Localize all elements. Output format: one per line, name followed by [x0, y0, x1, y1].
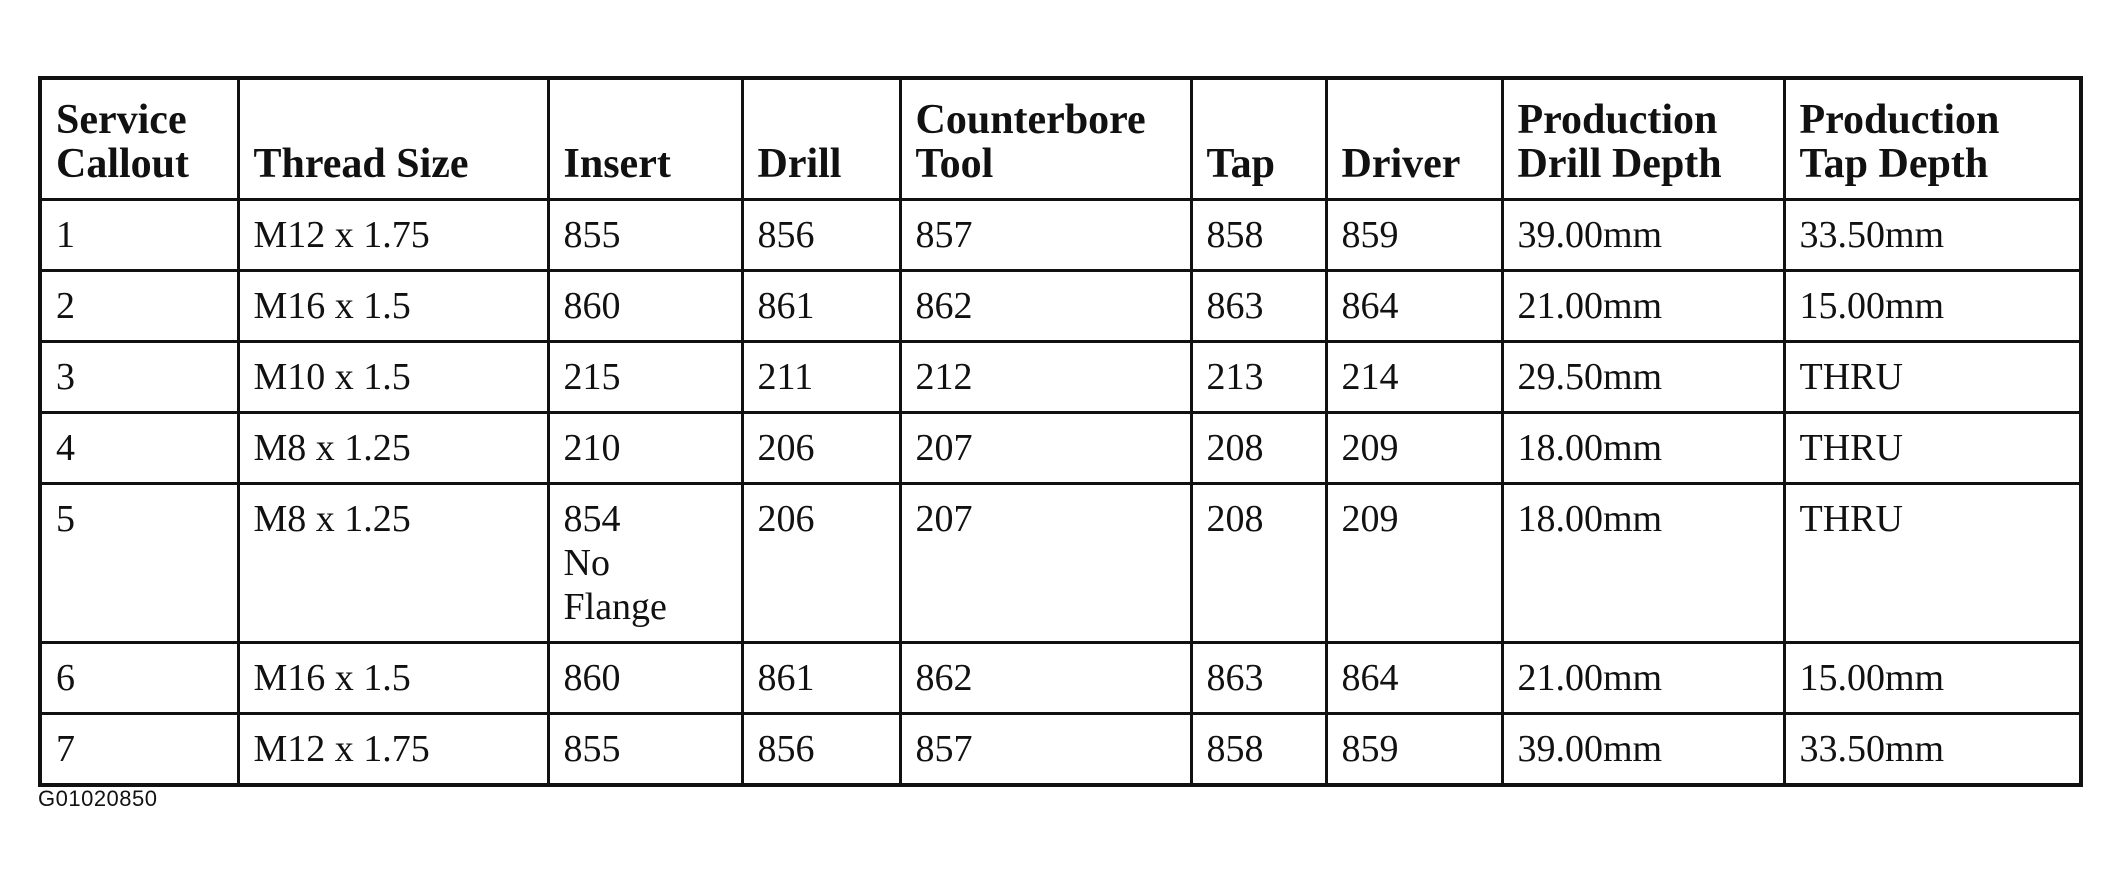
- cell-tap: 858: [1191, 714, 1326, 786]
- cell-service-callout: 6: [40, 643, 238, 714]
- cell-driver: 864: [1326, 643, 1502, 714]
- cell-counterbore-tool: 212: [900, 342, 1191, 413]
- thread-repair-spec-table: [38, 76, 2083, 787]
- cell-service-callout: 1: [40, 200, 238, 271]
- cell-insert: 860: [548, 643, 742, 714]
- cell-thread-size: M12 x 1.75: [238, 200, 548, 271]
- cell-drill: 206: [742, 413, 900, 484]
- cell-drill: 861: [742, 271, 900, 342]
- header-driver: Driver: [1326, 78, 1502, 200]
- cell-counterbore-tool: 862: [900, 271, 1191, 342]
- cell-driver: 864: [1326, 271, 1502, 342]
- cell-production-tap-depth: THRU: [1784, 342, 2081, 413]
- cell-thread-size: M10 x 1.5: [238, 342, 548, 413]
- cell-service-callout: 2: [40, 271, 238, 342]
- cell-counterbore-tool: 862: [900, 643, 1191, 714]
- cell-driver: 209: [1326, 484, 1502, 643]
- cell-counterbore-tool: 857: [900, 200, 1191, 271]
- cell-driver: 859: [1326, 200, 1502, 271]
- cell-tap: 863: [1191, 643, 1326, 714]
- cell-service-callout: 7: [40, 714, 238, 786]
- cell-insert: 860: [548, 271, 742, 342]
- cell-counterbore-tool: 207: [900, 484, 1191, 643]
- cell-driver: 214: [1326, 342, 1502, 413]
- table-row: [40, 413, 2081, 484]
- cell-thread-size: M8 x 1.25: [238, 484, 548, 643]
- cell-tap: 858: [1191, 200, 1326, 271]
- cell-insert: 854 No Flange: [548, 484, 742, 643]
- table-row: [40, 643, 2081, 714]
- cell-drill: 211: [742, 342, 900, 413]
- cell-driver: 209: [1326, 413, 1502, 484]
- cell-drill: 856: [742, 714, 900, 786]
- cell-thread-size: M12 x 1.75: [238, 714, 548, 786]
- cell-production-drill-depth: 18.00mm: [1502, 484, 1784, 643]
- cell-production-drill-depth: 39.00mm: [1502, 200, 1784, 271]
- cell-tap: 208: [1191, 484, 1326, 643]
- header-insert: Insert: [548, 78, 742, 200]
- table-header-row: [40, 78, 2081, 200]
- cell-tap: 208: [1191, 413, 1326, 484]
- header-counterbore-tool: Counterbore Tool: [900, 78, 1191, 200]
- cell-insert: 215: [548, 342, 742, 413]
- header-production-tap-depth: Production Tap Depth: [1784, 78, 2081, 200]
- header-production-drill-depth: Production Drill Depth: [1502, 78, 1784, 200]
- header-tap: Tap: [1191, 78, 1326, 200]
- cell-production-drill-depth: 21.00mm: [1502, 643, 1784, 714]
- cell-production-drill-depth: 29.50mm: [1502, 342, 1784, 413]
- header-drill: Drill: [742, 78, 900, 200]
- cell-production-tap-depth: 15.00mm: [1784, 271, 2081, 342]
- cell-insert: 855: [548, 714, 742, 786]
- cell-driver: 859: [1326, 714, 1502, 786]
- cell-production-drill-depth: 18.00mm: [1502, 413, 1784, 484]
- cell-production-tap-depth: 33.50mm: [1784, 714, 2081, 786]
- cell-thread-size: M8 x 1.25: [238, 413, 548, 484]
- table-row: [40, 271, 2081, 342]
- figure-id-label: G01020850: [38, 786, 158, 811]
- cell-thread-size: M16 x 1.5: [238, 271, 548, 342]
- cell-drill: 861: [742, 643, 900, 714]
- header-service-callout: Service Callout: [40, 78, 238, 200]
- cell-tap: 213: [1191, 342, 1326, 413]
- cell-drill: 206: [742, 484, 900, 643]
- cell-production-tap-depth: 15.00mm: [1784, 643, 2081, 714]
- cell-service-callout: 4: [40, 413, 238, 484]
- cell-thread-size: M16 x 1.5: [238, 643, 548, 714]
- cell-insert: 210: [548, 413, 742, 484]
- cell-counterbore-tool: 207: [900, 413, 1191, 484]
- cell-production-drill-depth: 39.00mm: [1502, 714, 1784, 786]
- header-thread-size: Thread Size: [238, 78, 548, 200]
- cell-production-tap-depth: THRU: [1784, 413, 2081, 484]
- cell-service-callout: 3: [40, 342, 238, 413]
- table-row: [40, 714, 2081, 786]
- cell-production-tap-depth: THRU: [1784, 484, 2081, 643]
- table-row: [40, 200, 2081, 271]
- cell-production-drill-depth: 21.00mm: [1502, 271, 1784, 342]
- cell-insert: 855: [548, 200, 742, 271]
- table-row: [40, 342, 2081, 413]
- cell-production-tap-depth: 33.50mm: [1784, 200, 2081, 271]
- table-row: [40, 484, 2081, 643]
- cell-service-callout: 5: [40, 484, 238, 643]
- cell-drill: 856: [742, 200, 900, 271]
- cell-tap: 863: [1191, 271, 1326, 342]
- cell-counterbore-tool: 857: [900, 714, 1191, 786]
